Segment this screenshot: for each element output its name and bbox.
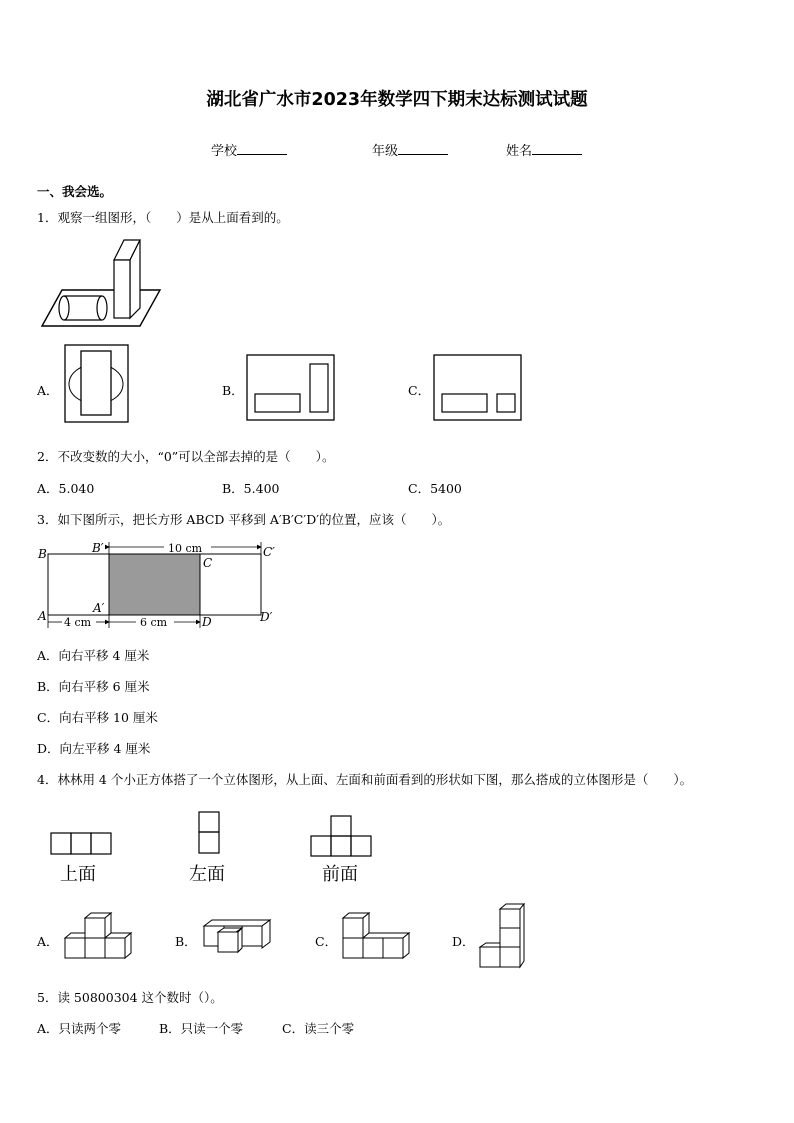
q1-option-c-figure [433, 354, 523, 422]
q3-option-a: A．向右平移 4 厘米 [37, 648, 150, 663]
name-field [506, 140, 582, 159]
label-c: C [203, 556, 213, 570]
q5-option-c: C．读三个零 [282, 1021, 355, 1036]
label-c1: C′ [263, 545, 275, 559]
q1-option-a-label: A． [37, 383, 59, 398]
name-label: 姓名 [506, 144, 533, 159]
q1-solid-figure [40, 238, 165, 330]
q1-option-a-figure [64, 344, 130, 424]
q1-option-b-figure [246, 354, 336, 422]
q4-front-view [310, 815, 374, 857]
label-d1: D′ [260, 610, 273, 624]
school-field [211, 140, 287, 159]
q2-stem: 2．不改变数的大小，“0”可以全部去掉的是（ ）。 [37, 449, 335, 464]
q4-left-view [198, 811, 222, 855]
label-b: B [38, 547, 47, 561]
q2-option-b: B．5.400 [222, 481, 280, 496]
q3-option-b: B．向右平移 6 厘米 [37, 679, 150, 694]
q4-front-view-caption: 前面 [322, 864, 358, 885]
q5-stem: 5．读 50800304 这个数时（）。 [37, 990, 223, 1005]
q3-translation-diagram [34, 538, 284, 634]
name-blank [532, 142, 582, 155]
q4-option-c-label: C． [315, 934, 338, 949]
q4-option-d-figure [478, 903, 528, 971]
school-blank [237, 142, 287, 155]
q3-stem: 3．如下图所示，把长方形 ABCD 平移到 A′B′C′D′的位置，应该（ ）。 [37, 512, 451, 527]
q3-option-d: D．向左平移 4 厘米 [37, 741, 151, 756]
q5-option-a: A．只读两个零 [37, 1021, 122, 1036]
page-title: 湖北省广水市2023年数学四下期末达标测试试题 [206, 90, 588, 110]
label-d: D [202, 615, 212, 629]
section-heading: 一、我会选。 [37, 184, 113, 199]
grade-blank [398, 142, 448, 155]
q4-stem: 4．林林用 4 个小正方体搭了一个立体图形，从上面、左面和前面看到的形状如下图，那么搭成的立体图形是（ ）。 [37, 772, 693, 787]
q4-top-view-caption: 上面 [60, 864, 96, 885]
q4-left-view-caption: 左面 [189, 864, 225, 885]
q4-option-c-figure [341, 912, 413, 962]
q4-option-b-figure [202, 918, 274, 954]
q4-option-d-label: D． [452, 934, 475, 949]
q4-option-b-label: B． [175, 934, 197, 949]
q1-option-b-label: B． [222, 383, 244, 398]
dim-mid: 6 cm [140, 616, 168, 629]
grade-field [372, 140, 448, 159]
q3-option-c: C．向右平移 10 厘米 [37, 710, 158, 725]
q4-option-a-label: A． [37, 934, 59, 949]
q4-top-view [50, 832, 114, 856]
q2-option-c: C．5400 [408, 481, 462, 496]
q1-stem: 1．观察一组图形，（ ）是从上面看到的。 [37, 210, 289, 225]
label-b1: B′ [92, 541, 104, 555]
q4-option-a-figure [63, 912, 135, 962]
q5-option-b: B．只读一个零 [159, 1021, 244, 1036]
label-a: A [38, 609, 47, 623]
school-label: 学校 [211, 144, 238, 159]
grade-label: 年级 [372, 144, 399, 159]
dim-left: 4 cm [64, 616, 92, 629]
q2-option-a: A．5.040 [37, 481, 95, 496]
dim-top: 10 cm [168, 542, 203, 555]
q1-option-c-label: C． [408, 383, 431, 398]
label-a1: A′ [93, 601, 105, 615]
